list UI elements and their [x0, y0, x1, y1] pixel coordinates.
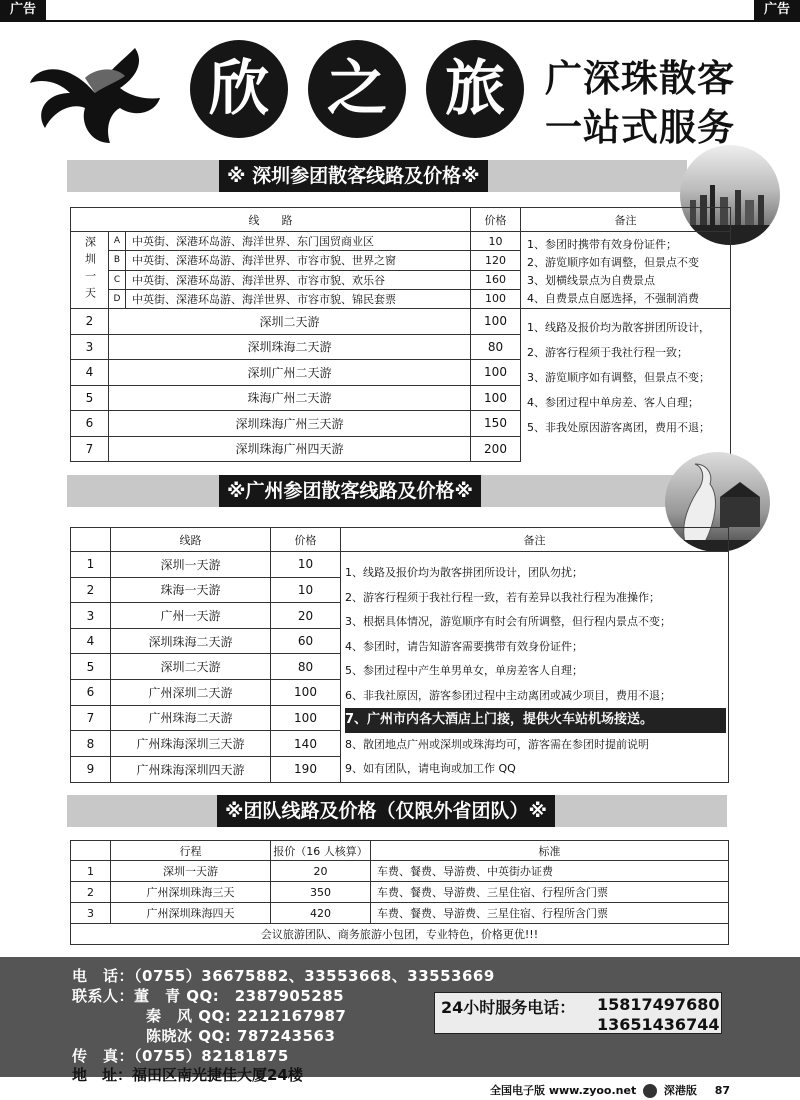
gz-row-no: 3	[71, 603, 111, 629]
gz-note: 9、如有团队，请电询或加工作 QQ	[345, 762, 516, 775]
gz-row-route: 广州珠海深圳三天游	[111, 731, 271, 757]
gz-notes	[341, 552, 729, 783]
gz-row-route: 广州一天游	[111, 603, 271, 629]
sz-day1-code: A	[109, 232, 126, 251]
team-header-price: 报价（16 人核算）	[271, 841, 371, 861]
gz-row-no: 8	[71, 731, 111, 757]
sz-day1-price: 100	[471, 289, 521, 308]
sz-price-table	[70, 207, 731, 462]
sz-row-no: 6	[71, 411, 109, 437]
gz-note: 4、参团时，请告知游客需要携带有效身份证件；	[345, 639, 583, 653]
fax-value: （0755）82181875	[134, 1047, 289, 1065]
fax-line	[72, 1045, 289, 1066]
gz-section-header	[67, 475, 687, 507]
team-row-price: 350	[271, 882, 371, 903]
contact-person-2: 秦 风 QQ: 2212167987	[146, 1007, 347, 1025]
gz-row-no: 6	[71, 680, 111, 706]
gz-section-title: ※广州参团散客线路及价格※	[219, 475, 481, 507]
gz-note: 6、非我社原因，游客参团过程中主动离团或减少项目，费用不退；	[345, 688, 671, 702]
sz-header-route: 线 路	[71, 208, 471, 232]
sz-day1-route: 中英街、深港环岛游、海洋世界、市容市貌、世界之窗	[126, 251, 471, 270]
sz-row-no: 4	[71, 360, 109, 386]
contact-person: 董 青 QQ: 2387905285	[134, 987, 345, 1005]
address-line	[72, 1064, 303, 1085]
address-value: 福田区南光捷佳大厦24楼	[132, 1066, 303, 1084]
gz-note: 5、参团过程中产生单男单女，单房差客人自理；	[345, 664, 583, 677]
header-rule	[0, 20, 800, 22]
sz-note: 3、游览顺序如有调整，但景点不变；	[527, 371, 710, 384]
gz-note-highlight: 7、广州市内各大酒店上门接，提供火车站机场接送。	[345, 708, 726, 733]
sz-note: 3、划横线景点为自费景点	[527, 274, 655, 287]
sz-row-route: 深圳二天游	[109, 309, 471, 335]
page-footer	[490, 1082, 730, 1098]
sz-notes-1	[521, 232, 731, 309]
team-section-title: ※团队线路及价格（仅限外省团队）※	[217, 795, 555, 827]
sz-day1-label: 深圳一天	[71, 232, 109, 309]
sz-row-price: 150	[471, 411, 521, 437]
gz-row-no: 4	[71, 628, 111, 654]
gz-row-price: 10	[271, 577, 341, 603]
team-header-blank	[71, 841, 111, 861]
team-row-std: 车费、餐费、导游费、三星住宿、行程所含门票	[371, 882, 729, 903]
sz-day1-route: 中英街、深港环岛游、海洋世界、市容市貌、欢乐谷	[126, 270, 471, 289]
page-number: 87	[714, 1084, 731, 1097]
sz-note: 1、线路及报价均为散客拼团所设计，	[527, 321, 710, 334]
gz-row-no: 7	[71, 705, 111, 731]
sz-note: 2、游览顺序如有调整，但景点不变	[527, 256, 699, 269]
sz-day1-route: 中英街、深港环岛游、海洋世界、东门国贸商业区	[126, 232, 471, 251]
sz-day1-price: 160	[471, 270, 521, 289]
team-row-no: 1	[71, 861, 111, 882]
flower-logo-icon	[25, 38, 165, 148]
gz-row-price: 10	[271, 552, 341, 578]
team-footer-note: 会议旅游团队、商务旅游小包团，专业特色，价格更优!!!	[71, 924, 729, 945]
gz-row-price: 190	[271, 756, 341, 782]
edition-logo-icon	[643, 1084, 657, 1098]
sz-notes-2	[521, 309, 731, 462]
gz-row-no: 5	[71, 654, 111, 680]
sz-row-price: 80	[471, 334, 521, 360]
gz-row-no: 2	[71, 577, 111, 603]
tel-value: （0755）36675882、33553668、33553669	[134, 967, 495, 985]
team-header-std: 标准	[371, 841, 729, 861]
sz-section-title: ※ 深圳参团散客线路及价格※	[219, 160, 488, 192]
sz-row-route: 珠海广州二天游	[109, 385, 471, 411]
team-row-price: 420	[271, 903, 371, 924]
gz-row-price: 100	[271, 680, 341, 706]
sz-row-no: 3	[71, 334, 109, 360]
sz-row-no: 5	[71, 385, 109, 411]
sz-day1-code: C	[109, 270, 126, 289]
gz-row-route: 深圳二天游	[111, 654, 271, 680]
gz-row-route: 广州深圳二天游	[111, 680, 271, 706]
edition-text: 全国电子版 www.zyoo.net	[490, 1084, 637, 1097]
gz-row-route: 深圳珠海二天游	[111, 628, 271, 654]
slogan-line-1: 广深珠散客	[545, 56, 735, 100]
tel-line	[72, 965, 495, 986]
sz-note: 2、游客行程须于我社行程一致；	[527, 346, 688, 359]
gz-note: 1、线路及报价均为散客拼团所设计，团队勿扰；	[345, 566, 583, 579]
gz-note: 8、散团地点广州或深圳或珠海均可，游客需在参团时提前说明	[345, 737, 649, 751]
sz-note: 4、自费景点自愿选择，不强制消费	[527, 292, 699, 305]
team-row-no: 3	[71, 903, 111, 924]
team-price-table	[70, 840, 729, 945]
brand-char-1: 欣	[190, 40, 288, 138]
sz-row-no: 2	[71, 309, 109, 335]
team-row-route: 深圳一天游	[111, 861, 271, 882]
gz-row-route: 深圳一天游	[111, 552, 271, 578]
sz-day1-route: 中英街、深港环岛游、海洋世界、市容市貌、锦民套票	[126, 289, 471, 308]
sz-row-no: 7	[71, 436, 109, 462]
team-row-std: 车费、餐费、导游费、中英街办证费	[371, 861, 729, 882]
hotline-number-1: 15817497680	[597, 995, 720, 1014]
gz-price-table	[70, 527, 729, 783]
ad-label-right: 广告	[754, 0, 800, 20]
section-name: 深港版	[663, 1084, 697, 1097]
sz-day1-price: 120	[471, 251, 521, 270]
slogan-line-2: 一站式服务	[545, 105, 735, 149]
sz-note: 5、非我处原因游客离团，费用不退；	[527, 421, 710, 434]
gz-header-note: 备注	[341, 528, 729, 552]
contact-label: 联系人：	[72, 987, 135, 1005]
gz-row-route: 广州珠海二天游	[111, 705, 271, 731]
team-row-std: 车费、餐费、导游费、三星住宿、行程所含门票	[371, 903, 729, 924]
sz-row-route: 深圳珠海二天游	[109, 334, 471, 360]
gz-note: 2、游客行程须于我社行程一致，若有差异以我社行程为准操作；	[345, 590, 660, 604]
sz-row-route: 深圳广州二天游	[109, 360, 471, 386]
gz-row-price: 60	[271, 628, 341, 654]
hotline-number-2: 13651436744	[597, 1015, 720, 1034]
sz-header-price: 价格	[471, 208, 521, 232]
sz-row-price: 200	[471, 436, 521, 462]
contact-person-1	[72, 985, 344, 1006]
team-row-price: 20	[271, 861, 371, 882]
team-row-no: 2	[71, 882, 111, 903]
sz-row-price: 100	[471, 360, 521, 386]
sz-row-price: 100	[471, 309, 521, 335]
team-header-route: 行程	[111, 841, 271, 861]
team-section-header	[67, 795, 727, 827]
hotline-box	[434, 992, 722, 1034]
address-label: 地 址：	[72, 1066, 133, 1084]
gz-row-route: 珠海一天游	[111, 577, 271, 603]
gz-row-price: 80	[271, 654, 341, 680]
gz-row-no: 9	[71, 756, 111, 782]
sz-row-price: 100	[471, 385, 521, 411]
sz-row-route: 深圳珠海广州四天游	[109, 436, 471, 462]
sz-note: 4、参团过程中单房差、客人自理；	[527, 396, 699, 409]
gz-row-price: 20	[271, 603, 341, 629]
gz-row-price: 140	[271, 731, 341, 757]
team-row-route: 广州深圳珠海三天	[111, 882, 271, 903]
gz-row-no: 1	[71, 552, 111, 578]
gz-note: 3、根据具体情况，游览顺序有时会有所调整，但行程内景点不变；	[345, 615, 671, 628]
gz-header-blank	[71, 528, 111, 552]
sz-row-route: 深圳珠海广州三天游	[109, 411, 471, 437]
sz-day1-code: D	[109, 289, 126, 308]
tel-label: 电 话：	[72, 967, 135, 985]
gz-header-price: 价格	[271, 528, 341, 552]
sz-section-header	[67, 160, 687, 192]
brand-char-3: 旅	[426, 40, 524, 138]
gz-row-price: 100	[271, 705, 341, 731]
gz-header-route: 线路	[111, 528, 271, 552]
sz-header-note: 备注	[521, 208, 731, 232]
fax-label: 传 真：	[72, 1047, 135, 1065]
hotline-label: 24小时服务电话：	[441, 998, 576, 1017]
sz-day1-code: B	[109, 251, 126, 270]
gz-row-route: 广州珠海深圳四天游	[111, 756, 271, 782]
team-row-route: 广州深圳珠海四天	[111, 903, 271, 924]
sz-note: 1、参团时携带有效身份证件；	[527, 238, 677, 251]
ad-label-left: 广告	[0, 0, 46, 20]
sz-day1-price: 10	[471, 232, 521, 251]
brand-char-2: 之	[308, 40, 406, 138]
contact-person-3: 陈晓冰 QQ: 787243563	[146, 1027, 336, 1045]
